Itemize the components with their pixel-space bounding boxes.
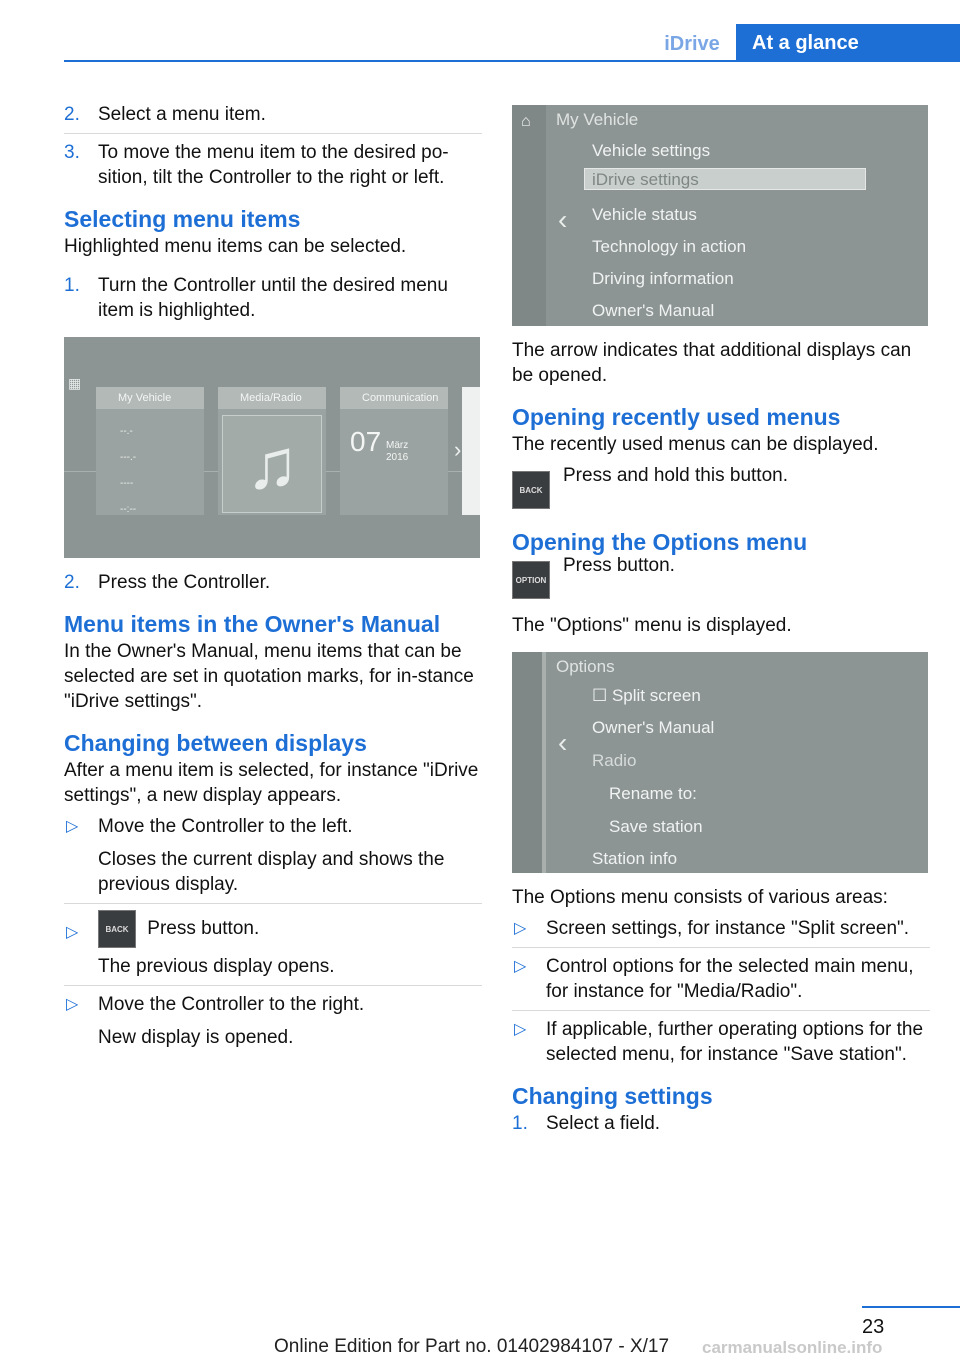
page-number: 23 [862, 1316, 885, 1338]
bullet-back: ▷ BACK Press button. The previous display opens. [64, 910, 482, 986]
screen-title: My Vehicle [556, 110, 639, 129]
settings-heading: Changing settings [512, 1083, 713, 1109]
recent-text: The recently used menus can be displayed. [512, 434, 879, 455]
bullet-right: ▷ Move the Controller to the right. New display is opened. [66, 994, 365, 1048]
owner-heading: Menu items in the Owner's Manual [64, 611, 441, 637]
options-button-row: OPTION Press button. [512, 557, 930, 601]
arrow-text: The arrow indicates that additional displays can be opened. [512, 340, 912, 386]
options-heading: Opening the Options menu [512, 529, 808, 555]
recent-heading: Opening recently used menus [512, 404, 841, 430]
area-item: ▷ If applicable, further operating options for the selected menu, for instance "Save station". [514, 1019, 924, 1065]
right-column [512, 105, 930, 1136]
edition-text: Online Edition for Part no. 01402984107 - X/17 [274, 1336, 670, 1357]
owner-text: In the Owner's Manual, menu items that can be selected are set in quotation marks, for in‐stance "iDrive settings". [64, 641, 474, 712]
footer-rule [862, 1306, 960, 1308]
area-item: ▷ Control options for the selected main menu, for instance for "Media/Radio". [512, 954, 930, 1011]
back-button-icon: BACK [512, 471, 550, 509]
areas-text: The Options menu consists of various areas: [512, 887, 888, 908]
triangle-bullet-icon: ▷ [514, 958, 527, 975]
triangle-bullet-icon: ▷ [514, 1021, 527, 1038]
area-item: ▷ Screen settings, for instance "Split screen". [512, 916, 930, 948]
triangle-bullet-icon: ▷ [66, 818, 79, 835]
watermark: carmanualsonline.info [702, 1338, 883, 1357]
sel-step-2: 2. Press the Controller. [64, 572, 271, 593]
selecting-text: Highlighted menu items can be selected. [64, 236, 407, 257]
chevron-left-icon: ‹ [558, 204, 568, 235]
header-section: iDrive [664, 33, 720, 55]
tile-label-media-radio: Media/Radio [218, 387, 326, 409]
screen-title: Options [556, 657, 615, 676]
bullet-left: ▷ Move the Controller to the left. Closes the current display and shows the previous display. [64, 814, 482, 904]
settings-step-1: 1. Select a field. [512, 1113, 661, 1134]
step-2: 2. Select a menu item. [64, 102, 482, 134]
my-vehicle-screenshot: ⌂ My Vehicle Vehicle settings iDrive settings Vehicle status Technology in action Driving information Owner's Manual ‹ [512, 105, 928, 326]
home-grid-icon: ▦ [68, 375, 82, 391]
triangle-bullet-icon: ▷ [66, 996, 79, 1013]
left-column [64, 102, 482, 1050]
back-button-icon: BACK [98, 910, 136, 948]
options-shown-text: The "Options" menu is displayed. [512, 615, 792, 636]
changing-heading: Changing between displays [64, 730, 367, 756]
option-button-icon: OPTION [512, 561, 550, 599]
chevron-left-icon: ‹ [558, 727, 568, 758]
split-screen-item: ☐ Split screen [592, 686, 701, 705]
tile-communication: 07 März 2016 [340, 387, 448, 515]
triangle-bullet-icon: ▷ [66, 924, 79, 941]
options-screenshot: Options ☐ Split screen Owner's Manual Radio Rename to: Save station Station info ‹ [512, 652, 928, 873]
triangle-bullet-icon: ▷ [514, 920, 527, 937]
main-menu-screenshot: ▦ My Vehicle --.- ---.- ---- --:-- ♫ Media/Radio 07 März 2016 Communication › [64, 337, 480, 558]
recent-button-row: BACK Press and hold this button. [512, 467, 930, 511]
changing-text: After a menu item is selected, for instance "iDrive settings", a new display appears. [64, 760, 479, 806]
highlighted-item: iDrive settings [584, 168, 866, 190]
selecting-heading: Selecting menu items [64, 206, 301, 232]
tile-label-communication: Communication [340, 387, 448, 409]
sel-step-1: 1. Turn the Controller until the desired menu item is highlighted. [64, 275, 448, 321]
header-rule [64, 60, 960, 62]
tile-label-my-vehicle: My Vehicle [96, 387, 204, 409]
music-note-icon: ♫ [222, 415, 322, 513]
chevron-right-icon: › [454, 437, 462, 462]
step-3: 3. To move the menu item to the desired po‐sition, tilt the Controller to the right or left. [64, 142, 449, 188]
home-icon: ⌂ [521, 113, 531, 130]
header-chapter: At a glance [736, 24, 960, 62]
